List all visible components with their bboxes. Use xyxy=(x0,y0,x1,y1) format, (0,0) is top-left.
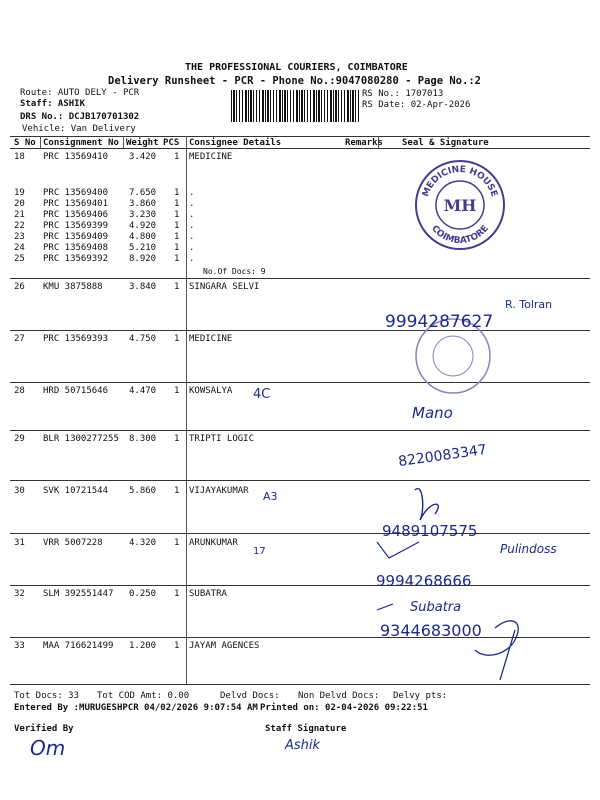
entered-by: Entered By :MURUGESHPCR 04/02/2026 9:07:54 AM xyxy=(14,703,258,713)
cell-pcs: 1 xyxy=(174,282,180,292)
cell-wt: 4.920 xyxy=(129,221,157,231)
delvy-pts: Delvy pts: xyxy=(393,691,448,701)
cell-wt: 4.320 xyxy=(129,538,157,548)
cell-name: . xyxy=(189,254,195,264)
cell-name: ARUNKUMAR xyxy=(189,538,238,548)
header-pcs: PCS xyxy=(163,138,180,148)
tot-cod: Tot COD Amt: 0.00 xyxy=(97,691,190,701)
row-separator xyxy=(10,278,590,279)
cell-cno: PRC 13569401 xyxy=(43,199,109,209)
cell-name: TRIPTI LOGIC xyxy=(189,434,255,444)
cell-wt: 3.840 xyxy=(129,282,157,292)
cell-wt: 8.920 xyxy=(129,254,157,264)
cell-sno: 33 xyxy=(14,641,25,651)
handwritten-note-26: R. Tolran xyxy=(505,298,553,311)
cell-wt: 3.230 xyxy=(129,210,157,220)
faded-stamp-inner-ring xyxy=(433,336,473,376)
printed-on: Printed on: 02-04-2026 09:22:51 xyxy=(260,703,428,713)
cell-name: SINGARA SELVI xyxy=(189,282,260,292)
header-seal: Seal & Signature xyxy=(402,138,489,148)
runsheet-subtitle: Delivery Runsheet - PCR - Phone No.:9047080280 - Page No.:2 xyxy=(108,75,481,87)
cell-sno: 27 xyxy=(14,334,25,344)
handwritten-sig-32: Subatra xyxy=(410,600,462,615)
cell-wt: 8.300 xyxy=(129,434,157,444)
cell-cno: HRD 50715646 xyxy=(43,386,109,396)
stamp-bottom-text: COIMBATORE xyxy=(429,223,491,247)
cell-name: . xyxy=(189,199,195,209)
cell-name: MEDICINE xyxy=(189,152,233,162)
cell-wt: 1.200 xyxy=(129,641,157,651)
cell-name: . xyxy=(189,221,195,231)
cell-wt: 4.750 xyxy=(129,334,157,344)
cell-cno: PRC 13569399 xyxy=(43,221,109,231)
signature-strokes xyxy=(375,480,595,685)
cell-name: SUBATRA xyxy=(189,589,227,599)
cell-pcs: 1 xyxy=(174,243,180,253)
cell-name: . xyxy=(189,210,195,220)
cell-cno: SLM 392551447 xyxy=(43,589,114,599)
cell-sno: 24 xyxy=(14,243,25,253)
staff-signature-label: Staff Signature xyxy=(265,724,347,734)
cell-cno: PRC 13569400 xyxy=(43,188,109,198)
cell-sno: 25 xyxy=(14,254,25,264)
cell-name: VIJAYAKUMAR xyxy=(189,486,249,496)
handwritten-phone-29: 8220083347 xyxy=(397,441,488,471)
col-divider xyxy=(123,136,124,148)
cell-name: . xyxy=(189,243,195,253)
signature-scribble-33 xyxy=(475,621,518,680)
non-delvd-docs: Non Delvd Docs: xyxy=(298,691,380,701)
cell-pcs: 1 xyxy=(174,538,180,548)
cell-pcs: 1 xyxy=(174,334,180,344)
cell-wt: 4.470 xyxy=(129,386,157,396)
cell-pcs: 1 xyxy=(174,232,180,242)
cell-cno: BLR 1300277255 xyxy=(43,434,119,444)
barcode-image xyxy=(231,90,359,122)
cell-pcs: 1 xyxy=(174,254,180,264)
cell-sno: 23 xyxy=(14,232,25,242)
verified-by-label: Verified By xyxy=(14,724,74,734)
cell-sno: 31 xyxy=(14,538,25,548)
cell-cno: PRC 13569392 xyxy=(43,254,109,264)
cell-pcs: 1 xyxy=(174,188,180,198)
col-divider xyxy=(186,136,187,684)
cell-sno: 30 xyxy=(14,486,25,496)
row-separator xyxy=(10,430,590,431)
cell-name: . xyxy=(189,232,195,242)
cell-pcs: 1 xyxy=(174,486,180,496)
cell-wt: 3.420 xyxy=(129,152,157,162)
handwritten-phone-30: 9489107575 xyxy=(382,522,478,540)
row-separator xyxy=(10,382,590,383)
table-top-line xyxy=(10,136,590,137)
cell-wt: 3.860 xyxy=(129,199,157,209)
drs-label: DRS No.: DCJB170701302 xyxy=(20,112,140,122)
cell-name: JAYAM AGENCES xyxy=(189,641,260,651)
handwritten-phone-31: 9994268666 xyxy=(376,572,472,590)
cell-name: . xyxy=(189,188,195,198)
cell-wt: 5.860 xyxy=(129,486,157,496)
stamp-top-text: MEDICINE HOUSE xyxy=(421,164,499,199)
route-label: Route: AUTO DELY - PCR xyxy=(20,88,140,98)
cell-pcs: 1 xyxy=(174,199,180,209)
col-divider xyxy=(40,136,41,148)
vehicle-label: Vehicle: Van Delivery xyxy=(22,124,136,134)
cell-sno: 32 xyxy=(14,589,25,599)
cell-pcs: 1 xyxy=(174,221,180,231)
cell-wt: 5.210 xyxy=(129,243,157,253)
cell-sno: 22 xyxy=(14,221,25,231)
handwritten-note-28: 4C xyxy=(253,387,271,402)
header-remarks: Remarks xyxy=(345,138,383,148)
handwritten-sig-28: Mano xyxy=(412,404,453,422)
cell-cno: PRC 13569409 xyxy=(43,232,109,242)
row-separator xyxy=(10,330,590,331)
header-consignee: Consignee Details xyxy=(189,138,282,148)
tot-docs: Tot Docs: 33 xyxy=(14,691,80,701)
cell-cno: PRC 13569393 xyxy=(43,334,109,344)
cell-sno: 21 xyxy=(14,210,25,220)
cell-pcs: 1 xyxy=(174,641,180,651)
cell-pcs: 1 xyxy=(174,152,180,162)
handwritten-note-30: A3 xyxy=(263,490,278,503)
cell-name: KOWSALYA xyxy=(189,386,233,396)
stamp-logo: MH xyxy=(443,196,477,215)
handwritten-phone-32: 9344683000 xyxy=(380,621,482,640)
handwritten-sig-31: Pulindoss xyxy=(500,542,557,556)
tick-mark-icon xyxy=(377,542,419,558)
company-stamp xyxy=(413,158,507,252)
header-weight: Weight xyxy=(126,138,159,148)
rs-no-label: RS No.: 1707013 xyxy=(362,89,444,99)
pen-stroke xyxy=(377,604,393,610)
cell-cno: PRC 13569408 xyxy=(43,243,109,253)
signature-scribble-30 xyxy=(415,489,438,520)
staff-signature-scribble: Ashik xyxy=(285,738,321,753)
cell-cno: MAA 716621499 xyxy=(43,641,114,651)
cell-cno: VRR 5007228 xyxy=(43,538,103,548)
cell-wt: 0.250 xyxy=(129,589,157,599)
company-title: THE PROFESSIONAL COURIERS, COIMBATORE xyxy=(185,62,408,73)
cell-wt: 7.650 xyxy=(129,188,157,198)
cell-sno: 19 xyxy=(14,188,25,198)
cell-name: MEDICINE xyxy=(189,334,233,344)
cell-sno: 29 xyxy=(14,434,25,444)
cell-cno: PRC 13569410 xyxy=(43,152,109,162)
rs-date-label: RS Date: 02-Apr-2026 xyxy=(362,100,471,110)
staff-label: Staff: ASHIK xyxy=(20,99,86,109)
cell-cno: KMU 3875888 xyxy=(43,282,103,292)
cell-pcs: 1 xyxy=(174,210,180,220)
header-sno: S No xyxy=(14,138,36,148)
cell-sno: 18 xyxy=(14,152,25,162)
cell-wt: 4.800 xyxy=(129,232,157,242)
verified-signature: Om xyxy=(30,736,66,760)
header-consignment: Consignment No xyxy=(43,138,119,148)
cell-sno: 26 xyxy=(14,282,25,292)
cell-pcs: 1 xyxy=(174,589,180,599)
cell-sno: 20 xyxy=(14,199,25,209)
handwritten-note-31: 17 xyxy=(253,546,266,557)
cell-pcs: 1 xyxy=(174,434,180,444)
cell-cno: SVK 10721544 xyxy=(43,486,109,496)
cell-pcs: 1 xyxy=(174,386,180,396)
cell-sno: 28 xyxy=(14,386,25,396)
cell-cno: PRC 13569406 xyxy=(43,210,109,220)
no-of-docs: No.Of Docs: 9 xyxy=(203,267,266,276)
delvd-docs: Delvd Docs: xyxy=(220,691,280,701)
handwritten-phone-27: 9994287627 xyxy=(385,312,494,332)
